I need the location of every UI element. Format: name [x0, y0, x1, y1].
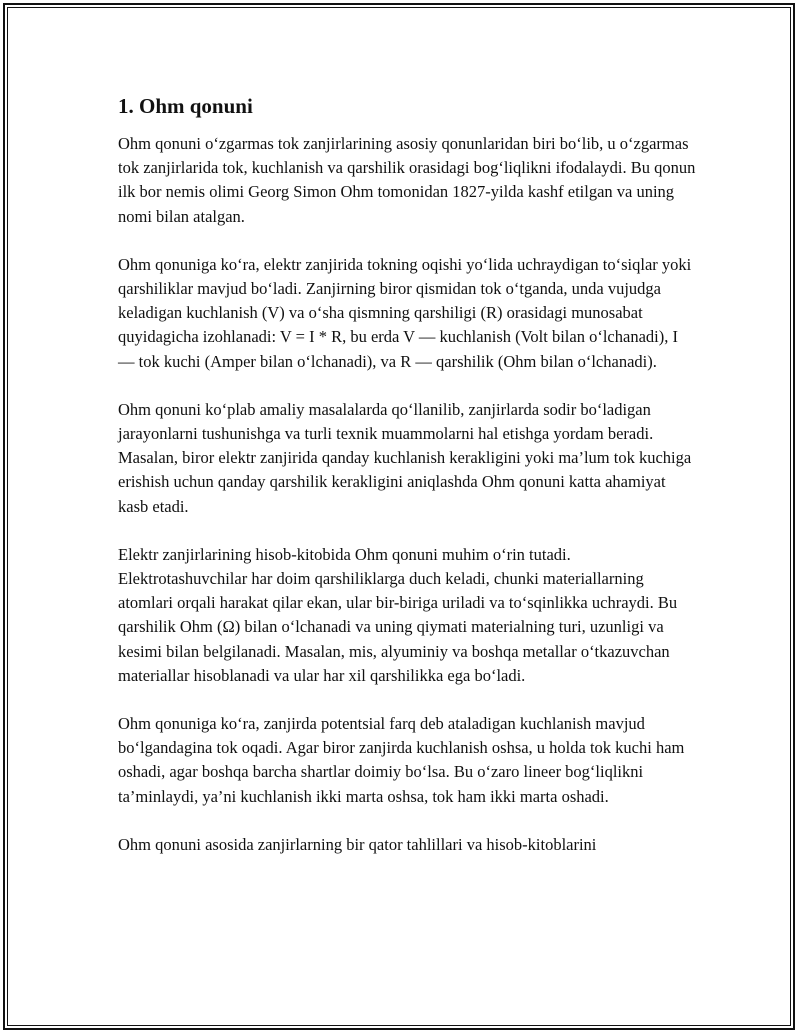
paragraph-4: Elektr zanjirlarining hisob-kitobida Ohm qonuni muhim o‘rin tutadi. Elektrotashuvchilar har doim qarshiliklarga duch keladi, chunki materiallarning atomlari orqali harakat qilar ekan, ular bir-biriga uriladi va to‘sqinlikka uchraydi. Bu qarshilik Ohm (Ω) bilan o‘lchanadi va uning qiymati materialning turi, uzunligi va kesimi bilan belgilanadi. Masalan, mis, alyuminiy va boshqa metallar o‘tkazuvchan materiallar hisoblanadi va ular har xil qarshilikka ega bo‘ladi.	[118, 544, 678, 685]
paragraph-5: Ohm qonuniga ko‘ra, zanjirda potentsial farq deb ataladigan kuchlanish mavjud bo‘lgandagina tok oqadi. Agar biror zanjirda kuchlanish oshsa, u holda tok kuchi ham oshadi, agar boshqa barcha shartlar doimiy bo‘lsa. Bu o‘zaro lineer bog‘liqlikni ta’minlaydi, ya’ni kuchlanish ikki marta oshsa, tok ham ikki marta oshadi.	[118, 714, 685, 806]
paragraph-1: Ohm qonuni o‘zgarmas tok zanjirlarining asosiy qonunlaridan biri bo‘lib, u o‘zgarmas tok zanjirlarida tok, kuchlanish va qarshilik orasidagi bog‘liqlikni ifodalaydi. Bu qonun ilk bor nemis olimi Georg Simon Ohm tomonidan 1827-yilda kashf etilgan va uning nomi bilan atalgan.	[118, 134, 696, 226]
paragraph-3: Ohm qonuni ko‘plab amaliy masalalarda qo‘llanilib, zanjirlarda sodir bo‘ladigan jarayonlarni tushunishga va turli texnik muammolarni hal etishga yordam beradi. Masalan, biror elektr zanjirida qanday kuchlanish kerakligini yoki ma’lum tok kuchiga erishish uchun qanday qarshilik kerakligini aniqlashda Ohm qonuni katta ahamiyat kasb etadi.	[118, 399, 692, 516]
paragraph-2: Ohm qonuniga ko‘ra, elektr zanjirida tokning oqishi yo‘lida uchraydigan to‘siqlar yoki qarshiliklar mavjud bo‘ladi. Zanjirning biror qismidan tok o‘tganda, unda vujudga keladigan kuchlanish (V) va o‘sha qismning qarshiligi (R) orasidagi munosabat quyidagicha izohlanadi: V = I * R, bu erda V — kuchlanish (Volt bilan o‘lchanadi), I — tok kuchi (Amper bilan o‘lchanadi), va R — qarshilik (Ohm bilan o‘lchanadi).	[118, 254, 692, 371]
section-heading: 1. Ohm qonuni	[118, 94, 253, 118]
document-body	[118, 92, 698, 881]
paragraph-6: Ohm qonuni asosida zanjirlarning bir qator tahlillari va hisob-kitoblarini	[118, 834, 597, 854]
